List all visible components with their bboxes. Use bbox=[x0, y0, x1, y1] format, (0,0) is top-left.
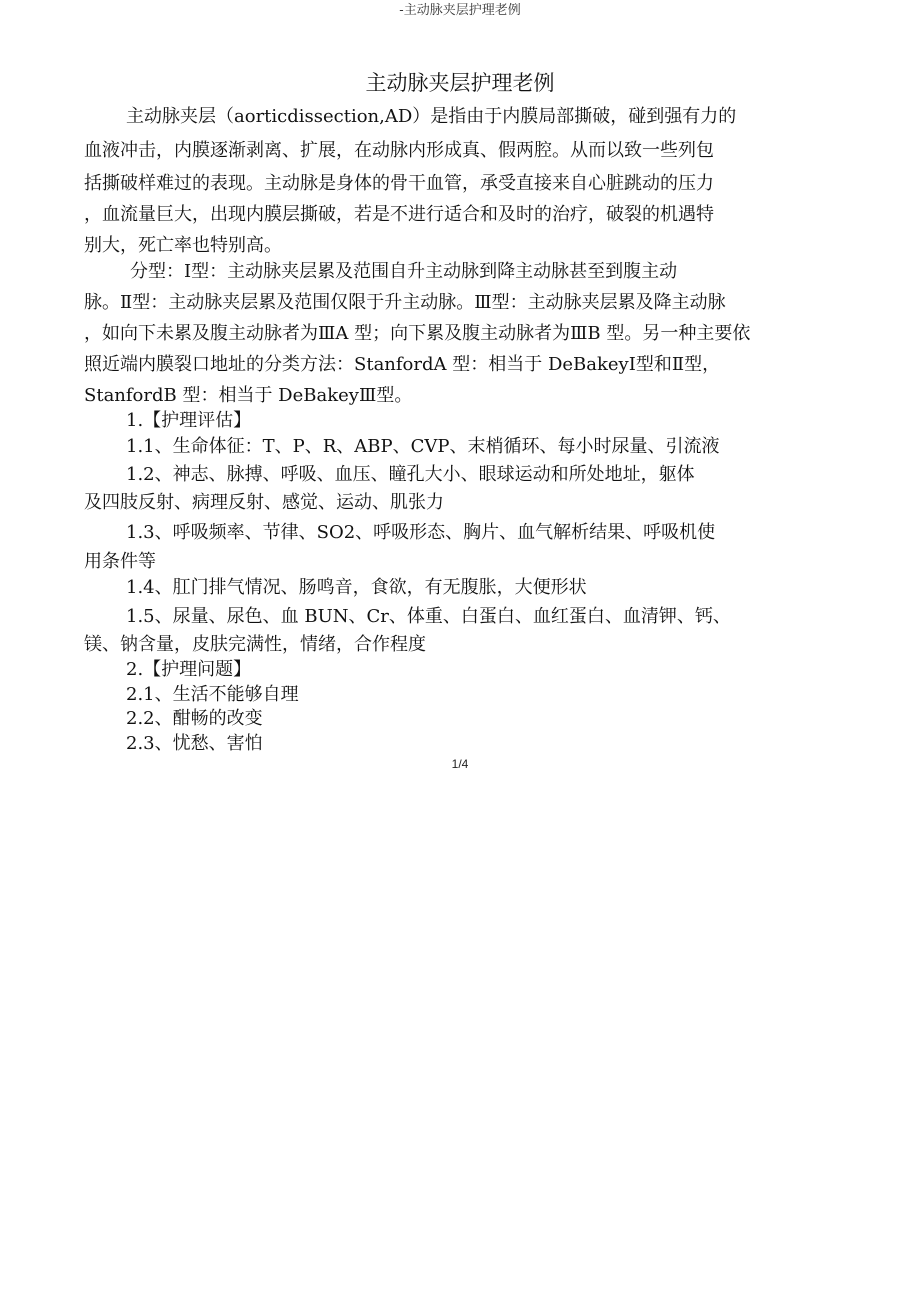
body-line: 及四肢反射、病理反射、感觉、运动、肌张力 bbox=[84, 492, 444, 513]
body-line: 主动脉夹层（aorticdissection,AD）是指由于内膜局部撕破，碰到强有力的 bbox=[126, 106, 737, 127]
document-title: 主动脉夹层护理老例 bbox=[365, 71, 555, 95]
body-line: ，如向下未累及腹主动脉者为ⅢA 型；向下累及腹主动脉者为ⅢB 型。另一种主要依 bbox=[84, 323, 751, 344]
body-line: 用条件等 bbox=[84, 551, 156, 572]
body-line: 1.2、神志、脉搏、呼吸、血压、瞳孔大小、眼球运动和所处地址，躯体 bbox=[126, 464, 695, 485]
section-heading: 1.【护理评估】 bbox=[126, 410, 252, 431]
body-line: 分型：Ⅰ型：主动脉夹层累及范围自升主动脉到降主动脉甚至到腹主动 bbox=[130, 261, 678, 282]
body-line: 1.1、生命体征：T、P、R、ABP、CVP、末梢循环、每小时尿量、引流液 bbox=[126, 436, 720, 457]
body-line: 脉。Ⅱ型：主动脉夹层累及范围仅限于升主动脉。Ⅲ型：主动脉夹层累及降主动脉 bbox=[84, 292, 726, 313]
body-line: StanfordB 型：相当于 DeBakeyⅢ型。 bbox=[84, 385, 413, 406]
body-line: 2.3、忧愁、害怕 bbox=[126, 733, 263, 754]
body-line: 2.1、生活不能够自理 bbox=[126, 684, 299, 705]
body-line: 括撕破样难过的表现。主动脉是身体的骨干血管，承受直接来自心脏跳动的压力 bbox=[84, 173, 714, 194]
section-heading: 2.【护理问题】 bbox=[126, 659, 252, 680]
body-line: 镁、钠含量，皮肤完满性，情绪，合作程度 bbox=[84, 634, 426, 655]
body-line: 1.3、呼吸频率、节律、SO2、呼吸形态、胸片、血气解析结果、呼吸机使 bbox=[126, 522, 716, 543]
body-line: 血液冲击，内膜逐渐剥离、扩展，在动脉内形成真、假两腔。从而以致一些列包 bbox=[84, 140, 714, 161]
running-header: -主动脉夹层护理老例 bbox=[399, 3, 521, 18]
page-number: 1/4 bbox=[451, 757, 469, 771]
body-line: 2.2、酣畅的改变 bbox=[126, 708, 263, 729]
body-line: 别大，死亡率也特别高。 bbox=[84, 235, 282, 256]
body-line: ，血流量巨大，出现内膜层撕破，若是不进行适合和及时的治疗，破裂的机遇特 bbox=[84, 204, 714, 225]
body-line: 照近端内膜裂口地址的分类方法：StanfordA 型：相当于 DeBakeyⅠ型和Ⅱ型， bbox=[84, 354, 721, 375]
body-line: 1.4、肛门排气情况、肠鸣音，食欲，有无腹胀，大便形状 bbox=[126, 577, 587, 598]
body-line: 1.5、尿量、尿色、血 BUN、Cr、体重、白蛋白、血红蛋白、血清钾、钙、 bbox=[126, 606, 731, 627]
